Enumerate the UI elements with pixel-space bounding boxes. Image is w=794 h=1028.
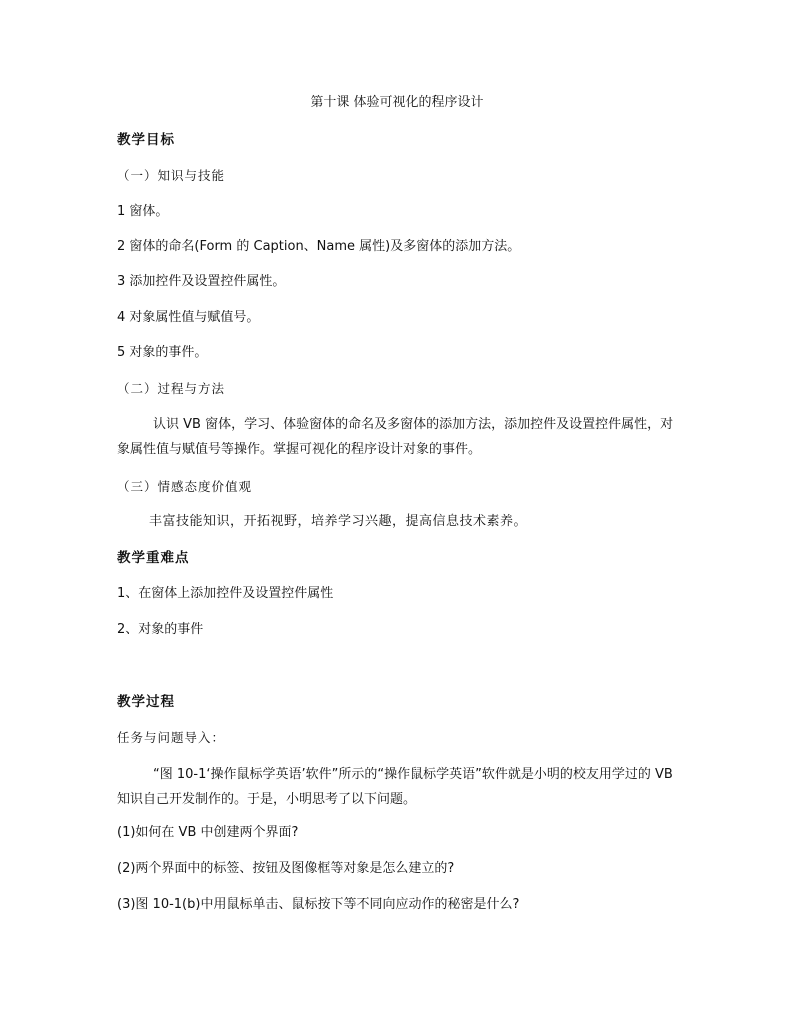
task-intro-label: 任务与问题导入： <box>117 730 226 745</box>
heading-teaching-goals: 教学目标 <box>117 132 175 148</box>
subheading-knowledge-skills: （一）知识与技能 <box>117 168 226 183</box>
question-item: (3)图 10-1(b)中用鼠标单击、鼠标按下等不同向应动作的秘密是什么? <box>117 897 520 912</box>
keypoint-item: 2、对象的事件 <box>117 622 204 637</box>
knowledge-item: 4 对象属性值与赋值号。 <box>117 310 260 325</box>
subheading-process-methods: （二）过程与方法 <box>117 381 226 396</box>
question-item: (1)如何在 VB 中创建两个界面? <box>117 825 299 840</box>
knowledge-item: 5 对象的事件。 <box>117 345 208 360</box>
knowledge-item: 2 窗体的命名(Form 的 Caption、Name 属性)及多窗体的添加方法。 <box>117 239 521 254</box>
subheading-values: （三）情感态度价值观 <box>117 479 253 494</box>
paragraph-process: 认识 VB 窗体，学习、体验窗体的命名及多窗体的添加方法，添加控件及设置控件属性，对象属性值与赋值号等操作。掌握可视化的程序设计对象的事件。 <box>117 417 674 457</box>
knowledge-item: 3 添加控件及设置控件属性。 <box>117 274 286 289</box>
paragraph-intro: “图 10-1‘操作鼠标学英语’软件”所示的“操作鼠标学英语”软件就是小明的校友用学过的 VB 知识自己开发制作的。于是，小明思考了以下问题。 <box>117 767 673 807</box>
question-item: (2)两个界面中的标签、按钮及图像框等对象是怎么建立的? <box>117 861 455 876</box>
page-title: 第十课 体验可视化的程序设计 <box>310 95 484 110</box>
keypoint-item: 1、在窗体上添加控件及设置控件属性 <box>117 586 334 601</box>
heading-teaching-process: 教学过程 <box>117 694 175 710</box>
paragraph-values: 丰富技能知识，开拓视野，培养学习兴趣，提高信息技术素养。 <box>149 514 528 529</box>
knowledge-item: 1 窗体。 <box>117 204 169 219</box>
heading-key-points: 教学重难点 <box>117 550 190 566</box>
